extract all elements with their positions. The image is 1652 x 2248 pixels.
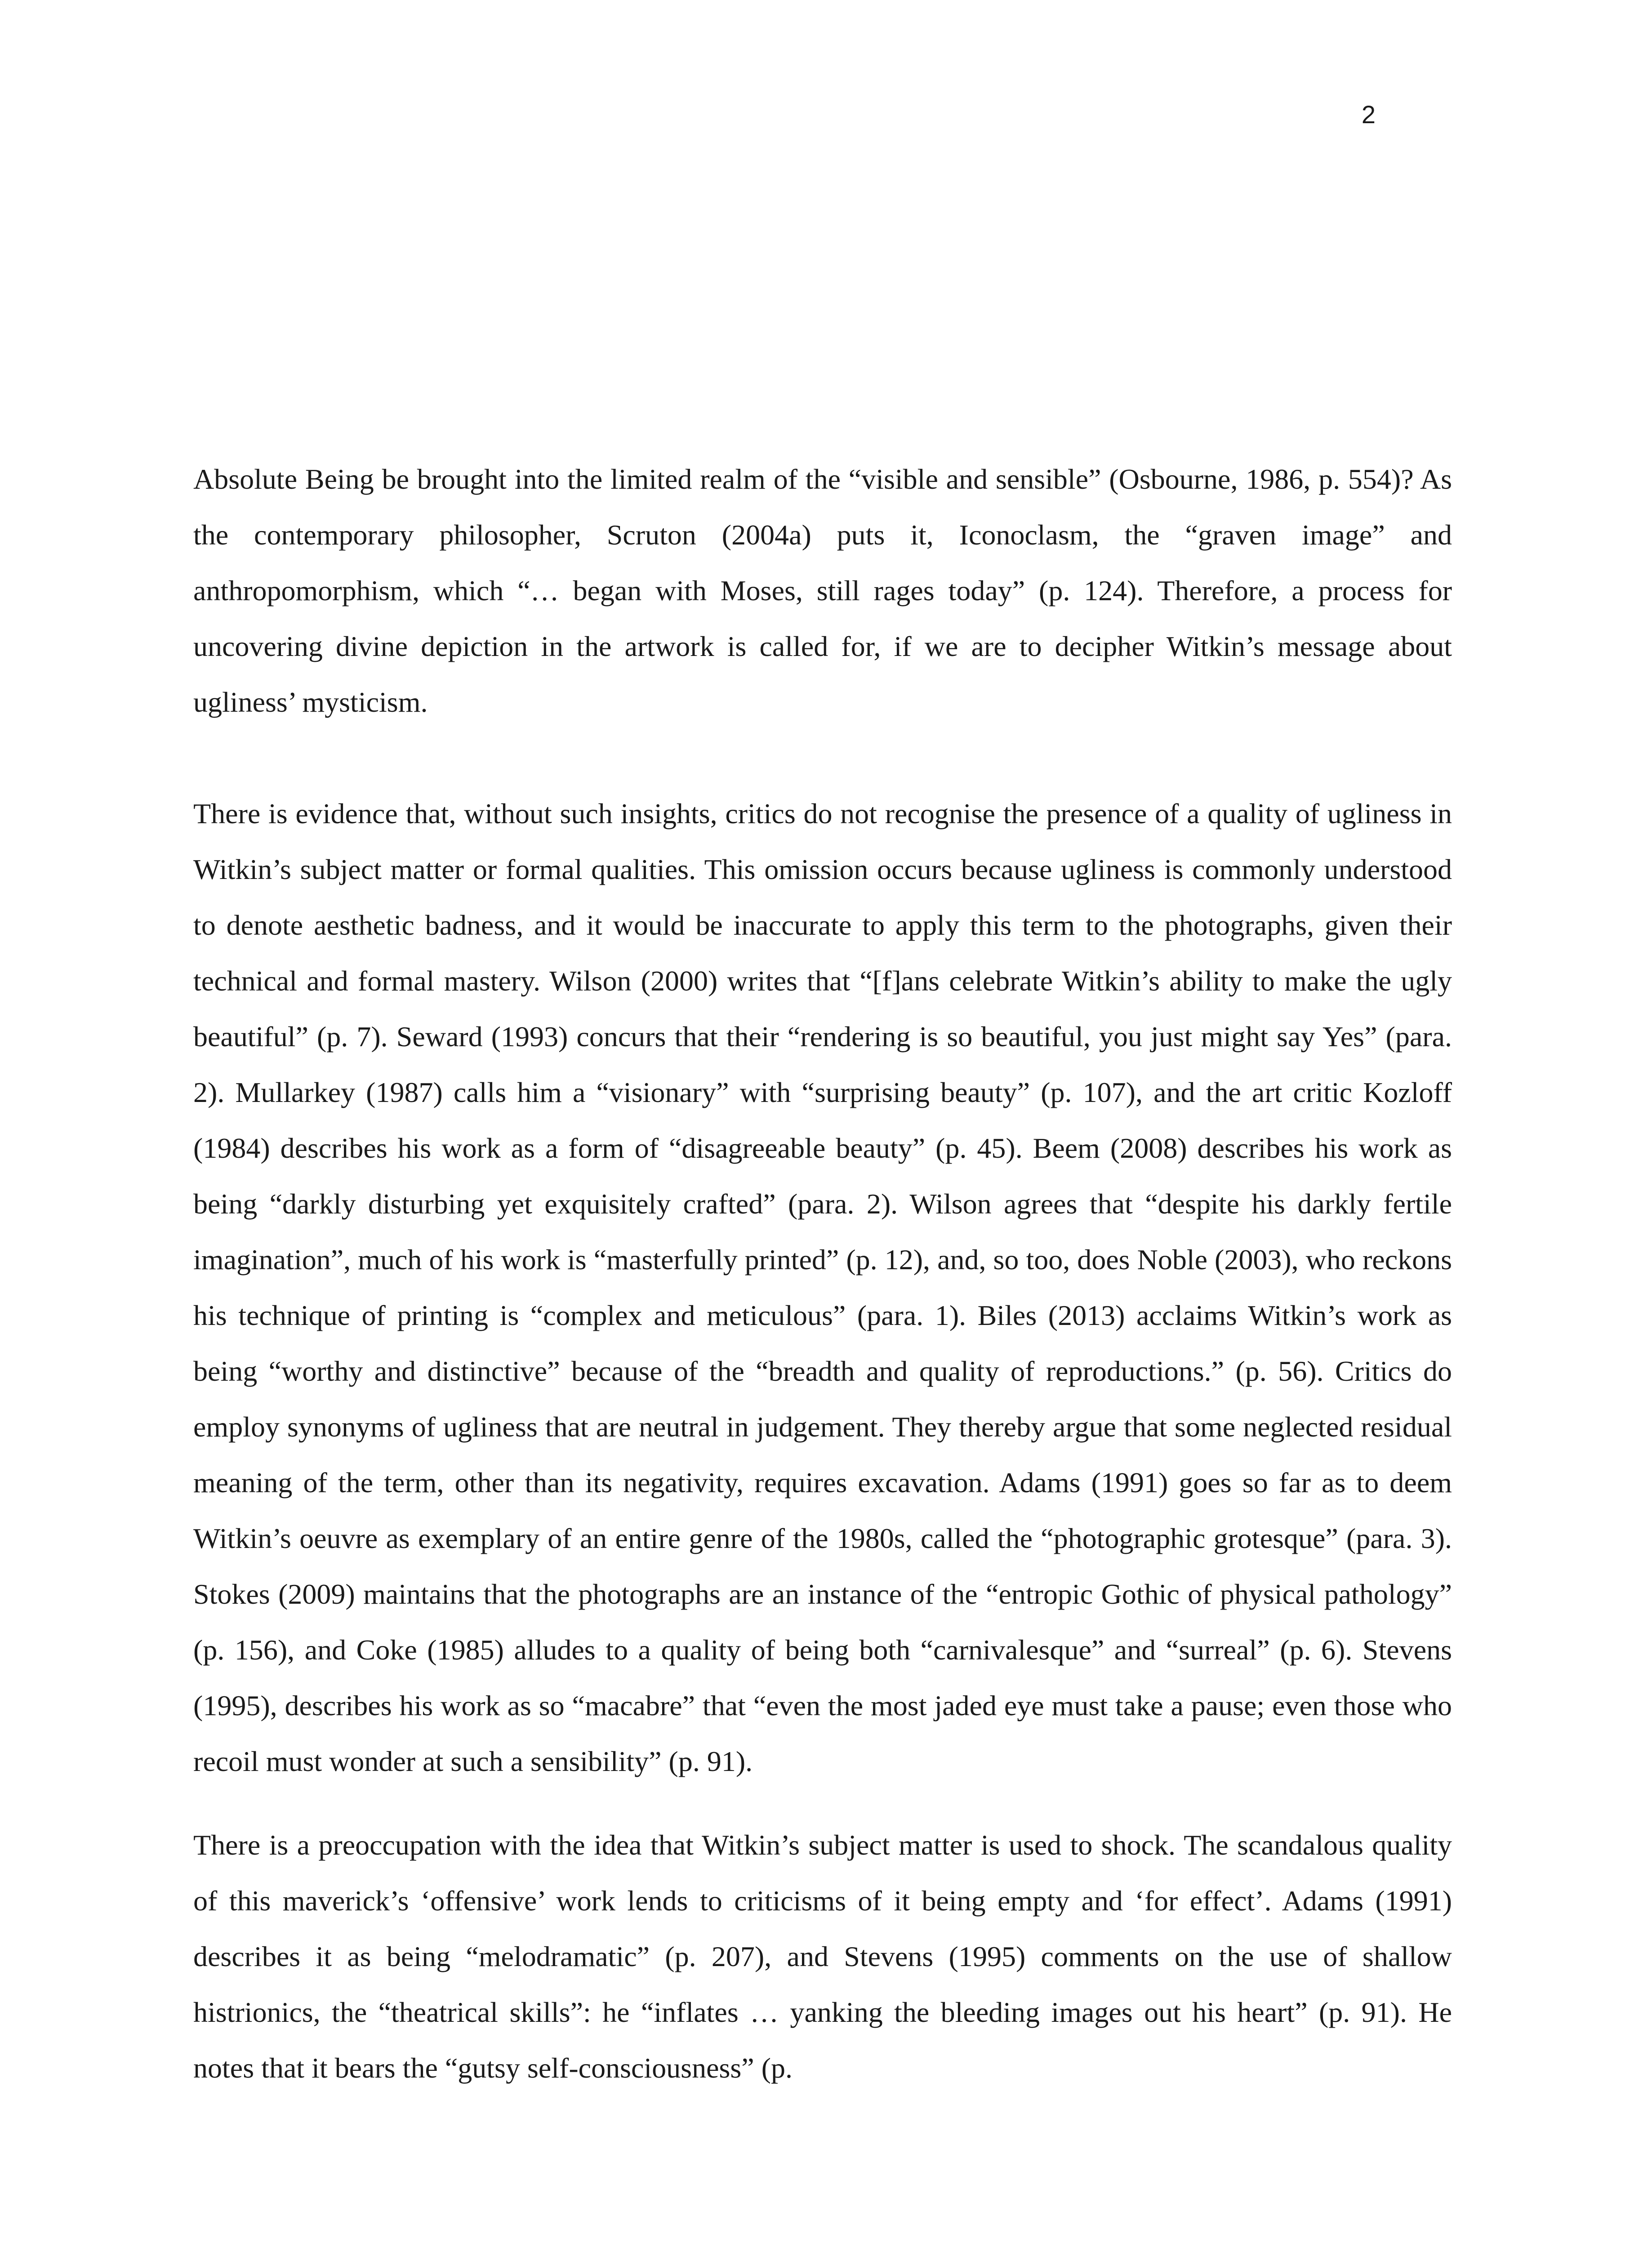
body-text: [193, 451, 1452, 2096]
paragraph-1: Absolute Being be brought into the limited realm of the “visible and sensible” (Osbourne, 1986, p. 554)? As the contemporary philosopher, Scruton (2004a) puts it, Iconoclasm, the “graven image” and anthropomorphism, which “… began with Moses, still rages today” (p. 124). Therefore, a process for uncovering divine depiction in the artwork is called for, if we are to decipher Witkin’s message about ugliness’ mysticism.: [193, 463, 1452, 718]
paragraph-2: There is evidence that, without such insights, critics do not recognise the presence of a quality of ugliness in Witkin’s subject matter or formal qualities. This omission occurs because ugliness is commonly understood to denote aesthetic badness, and it would be inaccurate to apply this term to the photographs, given their technical and formal mastery. Wilson (2000) writes that “[f]ans celebrate Witkin’s ability to make the ugly beautiful” (p. 7). Seward (1993) concurs that their “rendering is so beautiful, you just might say Yes” (para. 2). Mullarkey (1987) calls him a “visionary” with “surprising beauty” (p. 107), and the art critic Kozloff (1984) describes his work as a form of “disagreeable beauty” (p. 45). Beem (2008) describes his work as being “darkly disturbing yet exquisitely crafted” (para. 2). Wilson agrees that “despite his darkly fertile imagination”, much of his work is “masterfully printed” (p. 12), and, so too, does Noble (2003), who reckons his technique of printing is “complex and meticulous” (para. 1). Biles (2013) acclaims Witkin’s work as being “worthy and distinctive” because of the “breadth and quality of reproductions.” (p. 56). Critics do employ synonyms of ugliness that are neutral in judgement. They thereby argue that some neglected residual meaning of the term, other than its negativity, requires excavation. Adams (1991) goes so far as to deem Witkin’s oeuvre as exemplary of an entire genre of the 1980s, called the “photographic grotesque” (para. 3). Stokes (2009) maintains that the photographs are an instance of the “entropic Gothic of physical pathology” (p. 156), and Coke (1985) alludes to a quality of being both “carnivalesque” and “surreal” (p. 6). Stevens (1995), describes his work as so “macabre” that “even the most jaded eye must take a pause; even those who recoil must wonder at such a sensibility” (p. 91).: [193, 798, 1452, 1777]
paragraph-3: There is a preoccupation with the idea that Witkin’s subject matter is used to shock. The scandalous quality of this maverick’s ‘offensive’ work lends to criticisms of it being empty and ‘for effect’. Adams (1991) describes it as being “melodramatic” (p. 207), and Stevens (1995) comments on the use of shallow histrionics, the “theatrical skills”: he “inflates … yanking the bleeding images out his heart” (p. 91). He notes that it bears the “gutsy self-consciousness” (p.: [193, 1829, 1452, 2084]
page-number: 2: [1361, 100, 1376, 129]
